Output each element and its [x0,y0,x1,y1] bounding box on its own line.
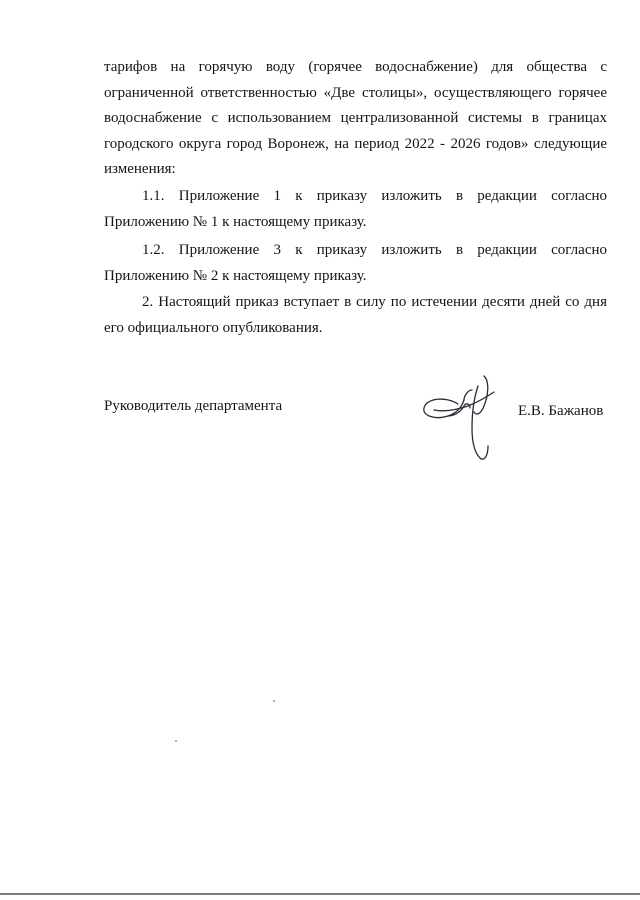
paragraph-item-2: 2. Настоящий приказ вступает в силу по истечении десяти дней со дня его официального опубликования. [104,294,607,336]
scan-speck [175,740,177,742]
scan-speck [273,700,275,702]
signer-name: Е.В. Бажанов [518,403,604,419]
scan-bottom-edge [0,893,640,895]
paragraph-item-1-1: 1.1. Приложение 1 к приказу изложить в редакции согласно Приложению № 1 к настоящему приказу. [104,188,607,230]
signature-position-title: Руководитель департамента [104,398,283,414]
handwritten-signature [418,366,518,466]
paragraph-item-1-2: 1.2. Приложение 3 к приказу изложить в редакции согласно Приложению № 2 к настоящему приказу. [104,242,607,284]
paragraph-amendment-intro: тарифов на горячую воду (горячее водоснабжение) для общества с ограниченной ответственностью «Две столицы», осуществляющего горячее водоснабжение с использованием централизованной системы в границах городского округа город Воронеж, на период 2022 - 2026 годов» следующие изменения: [104,59,607,177]
